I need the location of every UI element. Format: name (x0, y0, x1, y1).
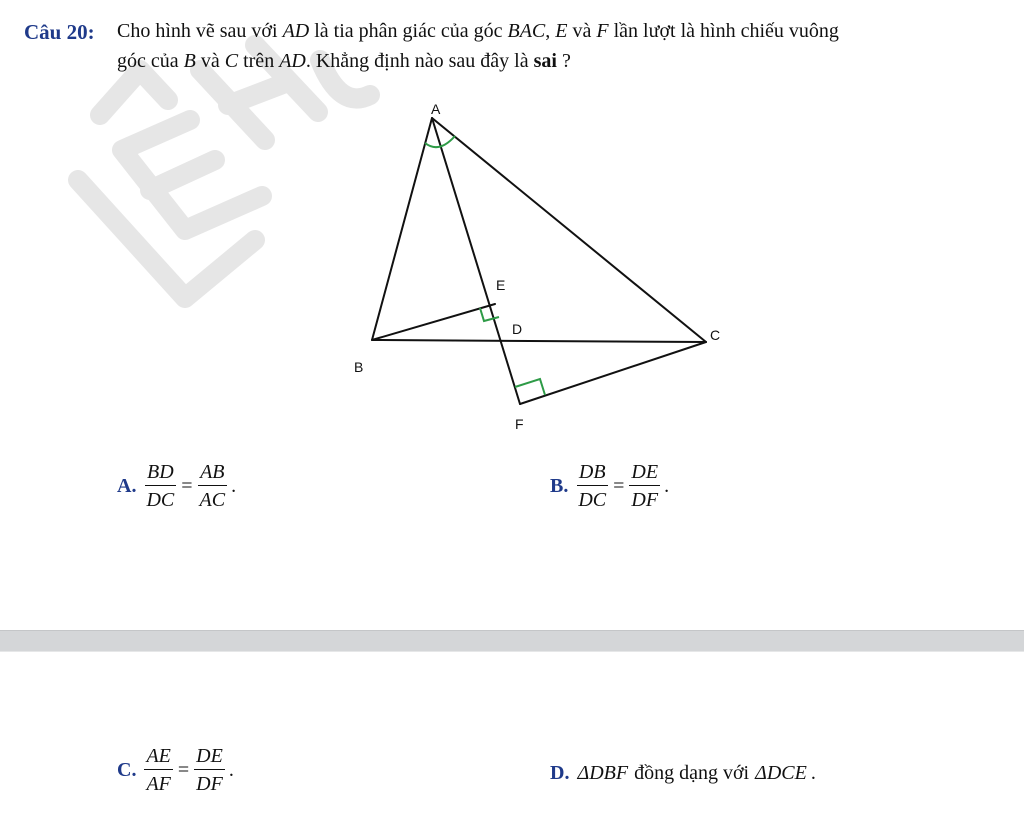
triangle-dbf: ΔDBF (577, 762, 629, 784)
text: và (200, 50, 220, 72)
fraction-ae-af (144, 746, 172, 794)
math-e: E (555, 20, 568, 42)
period: . (664, 474, 670, 497)
fraction-de-df (194, 746, 225, 794)
segment-ac (432, 118, 706, 342)
period: . (228, 758, 234, 781)
label-f: F (515, 416, 524, 432)
text: góc của (117, 50, 179, 72)
segment-af (432, 118, 523, 404)
fraction-de-df (629, 462, 660, 510)
text: là tia phân giác của góc (314, 20, 503, 42)
option-b[interactable] (550, 462, 669, 510)
segment-ab (372, 118, 432, 340)
equals-sign: = (181, 474, 193, 497)
label-c: C (710, 327, 721, 343)
option-c[interactable] (117, 746, 234, 794)
text: lần lượt là hình chiếu vuông (613, 20, 839, 42)
label-b: B (354, 359, 364, 375)
page-bottom (0, 652, 1024, 816)
equals-sign: = (613, 474, 625, 497)
question-text-line-1 (117, 20, 839, 43)
numerator: AB (198, 462, 226, 486)
page-separator (0, 630, 1024, 652)
text: , (545, 20, 551, 42)
fraction-bd-dc (144, 462, 176, 510)
label-d: D (512, 321, 523, 337)
fraction-ab-ac (198, 462, 228, 510)
option-d-letter: D. (550, 762, 570, 784)
right-angle-e (480, 308, 499, 321)
text: . Khẳng định nào sau đây là (305, 50, 529, 72)
denominator: AF (146, 773, 171, 795)
question-number: Câu 20: (24, 20, 95, 44)
watermark-circumflex (100, 70, 168, 115)
denominator: DC (146, 489, 175, 511)
numerator: DE (629, 462, 660, 486)
label-e: E (496, 277, 506, 293)
numerator: DB (577, 462, 608, 486)
text: và (572, 20, 592, 42)
segment-be (372, 304, 495, 340)
right-angle-f (515, 379, 545, 395)
denominator: DF (631, 489, 659, 511)
question-text-line-2 (117, 50, 571, 73)
math-c: C (224, 50, 239, 72)
text: ? (561, 50, 571, 72)
numerator: AE (144, 746, 172, 770)
option-a[interactable] (117, 462, 236, 510)
math-b: B (183, 50, 196, 72)
period: . (810, 762, 816, 784)
label-a: A (431, 101, 441, 117)
triangle-dce: ΔDCE (755, 762, 807, 784)
denominator: DF (196, 773, 223, 795)
option-d[interactable] (550, 762, 816, 785)
option-c-letter: C. (117, 758, 137, 781)
keyword-sai: sai (533, 50, 557, 72)
numerator: BD (145, 462, 176, 486)
period: . (231, 474, 237, 497)
fraction-db-dc (576, 462, 608, 510)
math-f: F (596, 20, 609, 42)
text: trên (243, 50, 275, 72)
math-ad: AD (279, 50, 306, 72)
equals-sign: = (177, 758, 190, 781)
geometry-figure (340, 96, 740, 446)
watermark-letter-e (122, 120, 262, 230)
option-b-letter: B. (550, 474, 569, 497)
option-d-text: đồng dạng với (634, 762, 750, 784)
math-ad: AD (282, 20, 310, 42)
numerator: DE (194, 746, 225, 770)
text: Cho hình vẽ sau với (117, 20, 278, 42)
segment-cf (520, 342, 706, 404)
segment-bc (372, 340, 706, 342)
denominator: DC (578, 489, 607, 511)
math-bac: BAC (507, 20, 546, 42)
option-a-letter: A. (117, 474, 137, 497)
denominator: AC (199, 489, 226, 511)
